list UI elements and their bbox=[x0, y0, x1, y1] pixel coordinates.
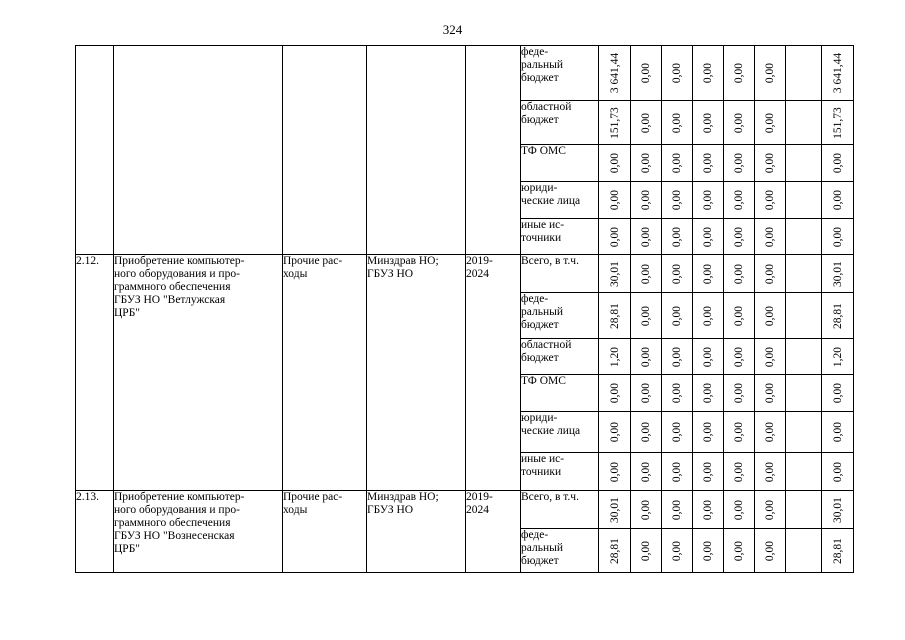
value-cell bbox=[662, 46, 693, 101]
value-cell bbox=[599, 46, 631, 101]
value-cell bbox=[662, 255, 693, 293]
value-cell bbox=[724, 182, 755, 219]
value-text: 0,00 bbox=[733, 263, 745, 284]
value-text: 0,00 bbox=[733, 226, 745, 247]
value-text: 0,00 bbox=[764, 346, 776, 367]
spacer-cell bbox=[786, 293, 822, 339]
value-text: 0,00 bbox=[702, 189, 714, 211]
value-cell bbox=[662, 529, 693, 573]
value-cell bbox=[599, 529, 631, 573]
value-cell bbox=[693, 529, 724, 573]
value-text: 0,00 bbox=[733, 540, 745, 561]
executor-cell: Минздрав НО; ГБУЗ НО bbox=[367, 255, 466, 491]
value-text: 0,00 bbox=[733, 152, 745, 174]
value-text: 0,00 bbox=[733, 346, 745, 367]
spacer-cell bbox=[786, 182, 822, 219]
value-text: 0,00 bbox=[608, 421, 621, 443]
value-cell bbox=[599, 182, 631, 219]
value-cell bbox=[822, 339, 854, 375]
source-cell: областной бюджет bbox=[521, 101, 599, 145]
value-text: 30,01 bbox=[831, 260, 844, 287]
page-number: 324 bbox=[442, 22, 463, 37]
value-text: 0,00 bbox=[764, 540, 776, 561]
value-text: 0,00 bbox=[608, 461, 621, 482]
value-text: 151,73 bbox=[831, 106, 844, 139]
value-cell bbox=[724, 255, 755, 293]
value-text: 0,00 bbox=[733, 112, 745, 133]
spacer-cell bbox=[786, 101, 822, 145]
value-text: 0,00 bbox=[764, 499, 776, 520]
value-text: 30,01 bbox=[831, 496, 844, 523]
period-cell: 2019- 2024 bbox=[466, 255, 521, 491]
value-text: 0,00 bbox=[640, 461, 652, 482]
value-cell bbox=[693, 339, 724, 375]
spacer-cell bbox=[786, 375, 822, 412]
value-text: 0,00 bbox=[640, 226, 652, 247]
value-cell bbox=[724, 46, 755, 101]
value-cell bbox=[755, 219, 786, 255]
value-text: 0,00 bbox=[764, 263, 776, 284]
value-cell bbox=[724, 219, 755, 255]
spacer-cell bbox=[786, 219, 822, 255]
number-cell: 2.12. bbox=[76, 255, 114, 491]
value-cell bbox=[755, 412, 786, 453]
value-cell bbox=[822, 375, 854, 412]
value-text: 0,00 bbox=[702, 112, 714, 133]
value-text: 0,00 bbox=[764, 461, 776, 482]
value-cell bbox=[662, 182, 693, 219]
value-cell bbox=[755, 46, 786, 101]
value-text: 0,00 bbox=[733, 382, 745, 404]
value-cell bbox=[822, 453, 854, 491]
value-cell bbox=[631, 255, 662, 293]
table-row bbox=[76, 255, 854, 293]
value-text: 0,00 bbox=[640, 62, 652, 84]
value-cell bbox=[631, 491, 662, 529]
value-text: 0,00 bbox=[671, 461, 683, 482]
value-text: 30,01 bbox=[608, 496, 621, 523]
value-cell bbox=[631, 46, 662, 101]
value-text: 0,00 bbox=[608, 382, 621, 404]
value-text: 0,00 bbox=[671, 305, 683, 326]
value-cell bbox=[662, 375, 693, 412]
value-text: 0,00 bbox=[671, 152, 683, 174]
source-cell: иные ис- точники bbox=[521, 453, 599, 491]
value-text: 0,00 bbox=[671, 421, 683, 443]
value-cell bbox=[631, 412, 662, 453]
value-cell bbox=[724, 375, 755, 412]
value-cell bbox=[822, 145, 854, 182]
value-cell bbox=[693, 293, 724, 339]
number-cell bbox=[76, 46, 114, 255]
value-cell bbox=[822, 529, 854, 573]
value-text: 0,00 bbox=[764, 226, 776, 247]
value-cell bbox=[693, 145, 724, 182]
value-text: 151,73 bbox=[608, 106, 621, 139]
value-cell bbox=[693, 101, 724, 145]
source-cell: юриди- ческие лица bbox=[521, 412, 599, 453]
value-text: 0,00 bbox=[733, 499, 745, 520]
value-cell bbox=[755, 529, 786, 573]
value-cell bbox=[822, 491, 854, 529]
value-cell bbox=[599, 339, 631, 375]
value-cell bbox=[822, 219, 854, 255]
value-text: 0,00 bbox=[608, 189, 621, 211]
value-text: 0,00 bbox=[733, 421, 745, 443]
source-cell: областной бюджет bbox=[521, 339, 599, 375]
source-cell: иные ис- точники bbox=[521, 219, 599, 255]
value-text: 0,00 bbox=[764, 112, 776, 133]
value-cell bbox=[599, 491, 631, 529]
value-cell bbox=[631, 182, 662, 219]
value-cell bbox=[822, 182, 854, 219]
value-cell bbox=[693, 46, 724, 101]
value-text: 0,00 bbox=[671, 382, 683, 404]
value-text: 0,00 bbox=[608, 152, 621, 174]
value-cell bbox=[662, 219, 693, 255]
table-row bbox=[76, 491, 854, 529]
value-text: 0,00 bbox=[671, 226, 683, 247]
value-cell bbox=[693, 375, 724, 412]
value-text: 0,00 bbox=[702, 305, 714, 326]
value-cell bbox=[662, 145, 693, 182]
value-cell bbox=[755, 182, 786, 219]
value-text: 0,00 bbox=[831, 461, 844, 482]
value-text: 0,00 bbox=[702, 346, 714, 367]
value-text: 30,01 bbox=[608, 260, 621, 287]
value-cell bbox=[631, 339, 662, 375]
source-cell: феде- ральный бюджет bbox=[521, 293, 599, 339]
value-text: 0,00 bbox=[608, 226, 621, 247]
type-cell bbox=[283, 46, 367, 255]
value-text: 3 641,44 bbox=[831, 52, 844, 94]
value-cell bbox=[724, 339, 755, 375]
value-cell bbox=[822, 412, 854, 453]
value-cell bbox=[631, 293, 662, 339]
value-cell bbox=[599, 375, 631, 412]
value-cell bbox=[724, 453, 755, 491]
value-cell bbox=[822, 46, 854, 101]
value-text: 0,00 bbox=[640, 540, 652, 561]
source-cell: юриди- ческие лица bbox=[521, 182, 599, 219]
value-cell bbox=[662, 339, 693, 375]
value-cell bbox=[599, 101, 631, 145]
spacer-cell bbox=[786, 46, 822, 101]
value-cell bbox=[599, 453, 631, 491]
spacer-cell bbox=[786, 453, 822, 491]
value-text: 0,00 bbox=[733, 305, 745, 326]
value-text: 0,00 bbox=[640, 152, 652, 174]
value-text: 28,81 bbox=[608, 302, 621, 329]
value-text: 0,00 bbox=[671, 62, 683, 84]
executor-cell: Минздрав НО; ГБУЗ НО bbox=[367, 491, 466, 573]
spacer-cell bbox=[786, 145, 822, 182]
value-cell bbox=[599, 293, 631, 339]
value-cell bbox=[755, 145, 786, 182]
period-cell bbox=[466, 46, 521, 255]
value-cell bbox=[631, 145, 662, 182]
value-cell bbox=[755, 339, 786, 375]
value-cell bbox=[822, 101, 854, 145]
value-cell bbox=[599, 255, 631, 293]
value-cell bbox=[724, 101, 755, 145]
value-cell bbox=[631, 453, 662, 491]
period-cell: 2019- 2024 bbox=[466, 491, 521, 573]
name-cell: Приобретение компьютер- ного оборудования и про- граммного обеспечения ГБУЗ НО "Вознесенская ЦРБ" bbox=[114, 491, 283, 573]
value-text: 1,20 bbox=[608, 346, 621, 367]
value-text: 0,00 bbox=[702, 421, 714, 443]
value-cell bbox=[822, 255, 854, 293]
value-cell bbox=[631, 375, 662, 412]
table-row bbox=[76, 46, 854, 101]
value-text: 0,00 bbox=[733, 189, 745, 211]
value-cell bbox=[724, 529, 755, 573]
value-text: 0,00 bbox=[640, 421, 652, 443]
source-cell: Всего, в т.ч. bbox=[521, 491, 599, 529]
value-cell bbox=[755, 101, 786, 145]
value-text: 0,00 bbox=[671, 263, 683, 284]
value-cell bbox=[724, 412, 755, 453]
value-cell bbox=[662, 293, 693, 339]
executor-cell bbox=[367, 46, 466, 255]
value-text: 0,00 bbox=[831, 382, 844, 404]
value-cell bbox=[662, 412, 693, 453]
value-cell bbox=[755, 255, 786, 293]
value-text: 0,00 bbox=[702, 461, 714, 482]
value-text: 0,00 bbox=[702, 263, 714, 284]
value-cell bbox=[631, 529, 662, 573]
value-text: 0,00 bbox=[671, 346, 683, 367]
value-text: 0,00 bbox=[640, 346, 652, 367]
name-cell: Приобретение компьютер- ного оборудования и про- граммного обеспечения ГБУЗ НО "Ветлужская ЦРБ" bbox=[114, 255, 283, 491]
value-cell bbox=[693, 412, 724, 453]
value-cell bbox=[631, 219, 662, 255]
value-cell bbox=[724, 145, 755, 182]
value-cell bbox=[724, 491, 755, 529]
value-text: 0,00 bbox=[671, 112, 683, 133]
value-text: 0,00 bbox=[764, 152, 776, 174]
source-cell: феде- ральный бюджет bbox=[521, 529, 599, 573]
value-text: 0,00 bbox=[702, 152, 714, 174]
value-text: 0,00 bbox=[671, 540, 683, 561]
value-text: 0,00 bbox=[702, 62, 714, 84]
value-text: 0,00 bbox=[764, 62, 776, 84]
value-text: 0,00 bbox=[640, 499, 652, 520]
value-cell bbox=[755, 375, 786, 412]
value-text: 0,00 bbox=[671, 499, 683, 520]
budget-table bbox=[75, 45, 854, 573]
source-cell: Всего, в т.ч. bbox=[521, 255, 599, 293]
value-text: 0,00 bbox=[764, 305, 776, 326]
value-text: 0,00 bbox=[831, 421, 844, 443]
value-cell bbox=[755, 453, 786, 491]
value-text: 0,00 bbox=[702, 382, 714, 404]
value-text: 0,00 bbox=[764, 382, 776, 404]
value-text: 0,00 bbox=[702, 540, 714, 561]
source-cell: ТФ ОМС bbox=[521, 375, 599, 412]
value-text: 28,81 bbox=[608, 537, 621, 564]
value-text: 0,00 bbox=[702, 499, 714, 520]
value-text: 1,20 bbox=[831, 346, 844, 367]
value-text: 0,00 bbox=[764, 189, 776, 211]
value-cell bbox=[693, 491, 724, 529]
source-cell: ТФ ОМС bbox=[521, 145, 599, 182]
value-cell bbox=[693, 182, 724, 219]
value-text: 28,81 bbox=[831, 302, 844, 329]
spacer-cell bbox=[786, 529, 822, 573]
value-text: 0,00 bbox=[733, 461, 745, 482]
value-cell bbox=[631, 101, 662, 145]
value-text: 0,00 bbox=[640, 112, 652, 133]
spacer-cell bbox=[786, 339, 822, 375]
value-cell bbox=[662, 491, 693, 529]
value-text: 0,00 bbox=[831, 226, 844, 247]
value-text: 28,81 bbox=[831, 537, 844, 564]
value-text: 0,00 bbox=[831, 152, 844, 174]
value-cell bbox=[693, 255, 724, 293]
name-cell bbox=[114, 46, 283, 255]
value-cell bbox=[599, 145, 631, 182]
value-text: 0,00 bbox=[831, 189, 844, 211]
value-cell bbox=[599, 219, 631, 255]
value-cell bbox=[662, 101, 693, 145]
value-cell bbox=[724, 293, 755, 339]
value-text: 0,00 bbox=[733, 62, 745, 84]
source-cell: феде- ральный бюджет bbox=[521, 46, 599, 101]
value-text: 0,00 bbox=[640, 382, 652, 404]
value-text: 0,00 bbox=[764, 421, 776, 443]
type-cell: Прочие рас- ходы bbox=[283, 255, 367, 491]
spacer-cell bbox=[786, 255, 822, 293]
number-cell: 2.13. bbox=[76, 491, 114, 573]
value-text: 0,00 bbox=[671, 189, 683, 211]
value-text: 0,00 bbox=[640, 305, 652, 326]
value-text: 0,00 bbox=[702, 226, 714, 247]
spacer-cell bbox=[786, 491, 822, 529]
value-cell bbox=[693, 219, 724, 255]
spacer-cell bbox=[786, 412, 822, 453]
value-cell bbox=[755, 491, 786, 529]
value-cell bbox=[599, 412, 631, 453]
value-text: 3 641,44 bbox=[608, 52, 621, 94]
value-cell bbox=[822, 293, 854, 339]
value-cell bbox=[755, 293, 786, 339]
value-text: 0,00 bbox=[640, 189, 652, 211]
type-cell: Прочие рас- ходы bbox=[283, 491, 367, 573]
value-cell bbox=[662, 453, 693, 491]
value-cell bbox=[693, 453, 724, 491]
value-text: 0,00 bbox=[640, 263, 652, 284]
